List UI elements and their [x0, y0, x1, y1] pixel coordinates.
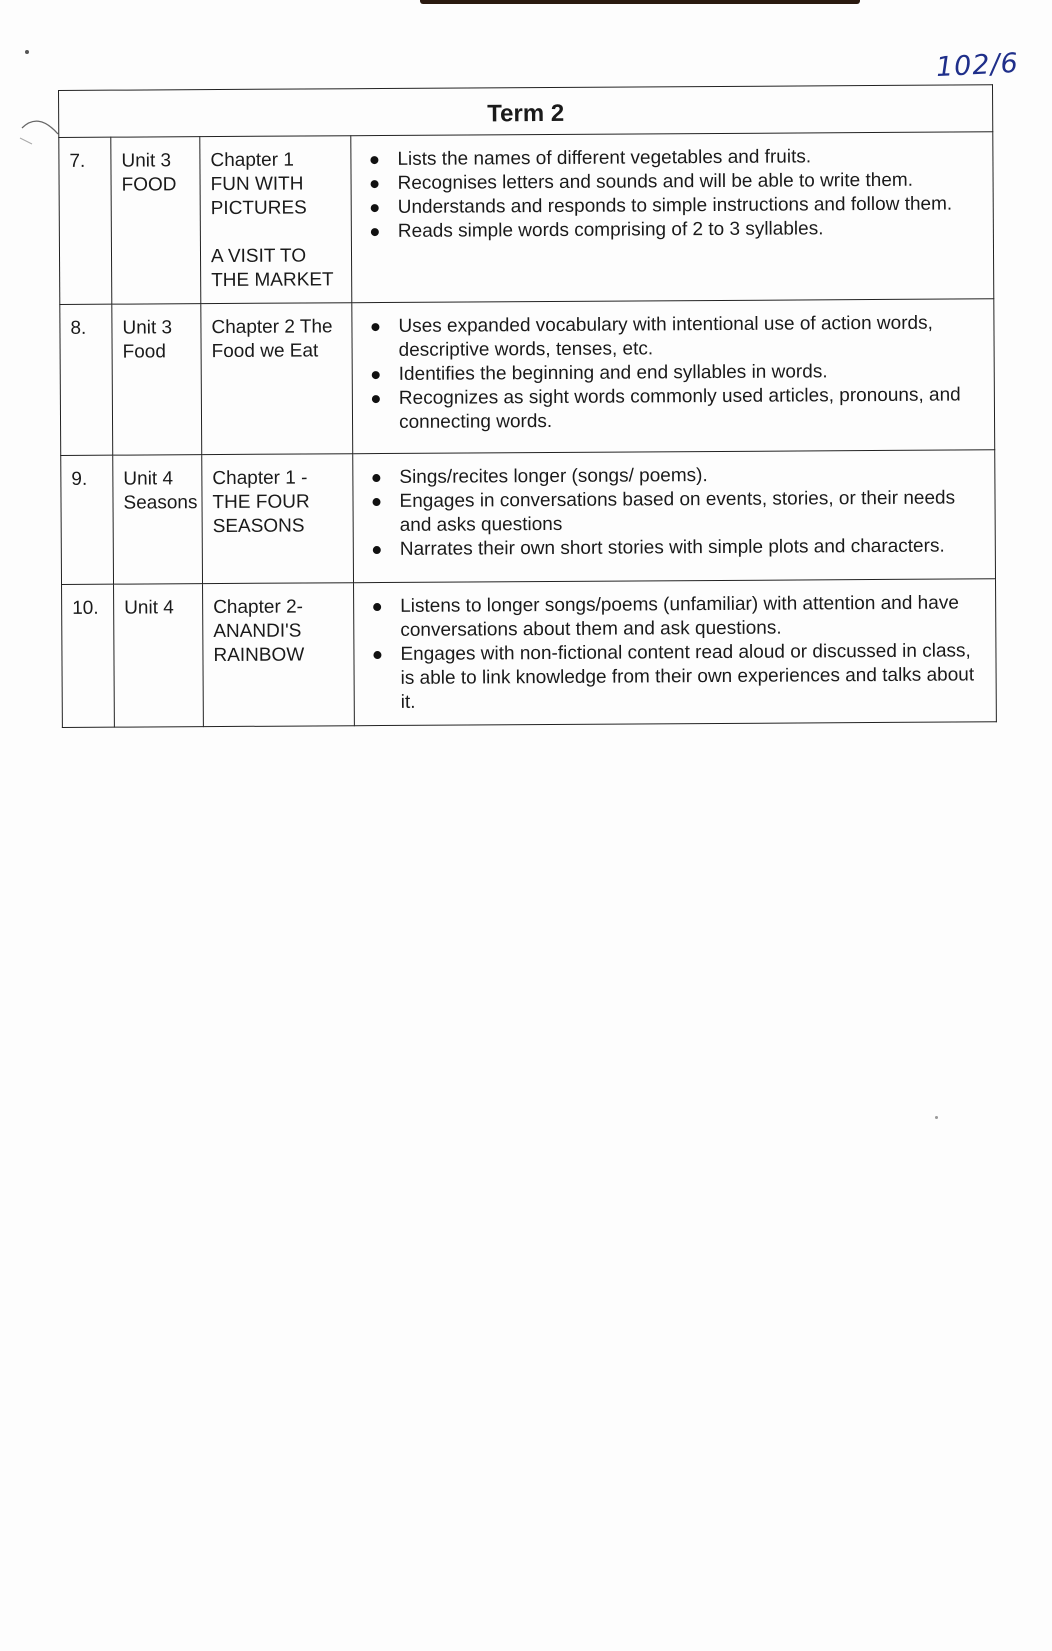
- outcome-item: Engages with non-fictional content read aloud or discussed in class, is able to link knowledge from their own experiences and talks about it.: [400, 639, 987, 715]
- chapter-cell: [201, 303, 353, 455]
- unit-line: Seasons: [123, 492, 198, 514]
- table-row: [59, 132, 994, 305]
- unit-line: Unit 3: [121, 150, 172, 172]
- unit-line: Food: [122, 341, 166, 363]
- scan-speck: [935, 1116, 938, 1119]
- corner-pencil-mark: [18, 118, 62, 148]
- scan-speck: [25, 50, 29, 54]
- row-number: 10.: [62, 584, 115, 727]
- document-sheet: [58, 84, 997, 728]
- chapter-line: Chapter 1 -: [212, 467, 308, 490]
- chapter-line: SEASONS: [212, 515, 305, 538]
- unit-cell: [114, 584, 204, 728]
- chapter-cell: [203, 583, 355, 727]
- chapter-line: Chapter 1: [210, 149, 294, 172]
- outcomes-list: [364, 591, 988, 715]
- outcome-item: Engages in conversations based on events, stories, or their needs and asks questions: [399, 486, 986, 538]
- chapter-line: Food we Eat: [211, 340, 319, 363]
- chapter-line: PICTURES: [210, 197, 307, 220]
- outcome-item: Reads simple words comprising of 2 to 3 syllables.: [398, 216, 985, 244]
- row-number: 8.: [60, 304, 113, 455]
- syllabus-table: [58, 84, 997, 728]
- unit-line: Unit 3: [122, 317, 173, 339]
- outcomes-list: [361, 144, 985, 244]
- outcomes-cell: [352, 299, 995, 454]
- outcomes-cell: [353, 450, 996, 583]
- chapter-line: ANANDI'S: [213, 620, 302, 643]
- term-heading: Term 2: [59, 85, 993, 138]
- chapter-line: THE MARKET: [211, 269, 334, 292]
- chapter-gap: [211, 220, 343, 245]
- table-row: [60, 299, 995, 456]
- outcome-item: Uses expanded vocabulary with intentional use of action words, descriptive words, tenses, etc.: [398, 311, 985, 363]
- chapter-line: Chapter 2 The: [211, 316, 333, 339]
- unit-cell: [112, 304, 202, 456]
- row-number: 9.: [61, 455, 114, 584]
- handwritten-page-number: 102/6: [935, 47, 1020, 84]
- chapter-line: FUN WITH: [210, 173, 304, 196]
- chapter-line: THE FOUR: [212, 491, 310, 514]
- chapter-line: RAINBOW: [213, 644, 305, 667]
- chapter-line: Chapter 2-: [213, 596, 304, 619]
- outcomes-cell: [351, 132, 994, 303]
- row-number: 7.: [59, 137, 112, 304]
- outcome-item: Sings/recites longer (songs/ poems).: [399, 462, 986, 490]
- unit-cell: [111, 137, 201, 305]
- table-row: [62, 579, 997, 728]
- table-row: [61, 450, 996, 585]
- outcome-item: Narrates their own short stories with simple plots and characters.: [400, 534, 987, 562]
- outcomes-list: [363, 462, 987, 562]
- unit-line: Unit 4: [124, 597, 174, 619]
- outcome-item: Recognizes as sight words commonly used articles, pronouns, and connecting words.: [399, 383, 986, 435]
- unit-line: FOOD: [121, 174, 177, 196]
- chapter-line: A VISIT TO: [210, 245, 307, 268]
- chapter-cell: [202, 454, 354, 584]
- outcomes-list: [362, 311, 986, 435]
- outcome-item: Recognises letters and sounds and will be able to write them.: [398, 168, 985, 196]
- unit-line: Unit 4: [123, 468, 174, 490]
- chapter-cell: [200, 136, 352, 304]
- outcome-item: Listens to longer songs/poems (unfamiliar) with attention and have conversations about them and ask questions.: [400, 591, 987, 643]
- unit-cell: [113, 455, 203, 585]
- scan-top-edge: [420, 0, 860, 4]
- outcome-item: Identifies the beginning and end syllables in words.: [399, 359, 986, 387]
- outcomes-cell: [354, 579, 997, 726]
- outcome-item: Lists the names of different vegetables and fruits.: [397, 144, 984, 172]
- outcome-item: Understands and responds to simple instructions and follow them.: [398, 192, 985, 220]
